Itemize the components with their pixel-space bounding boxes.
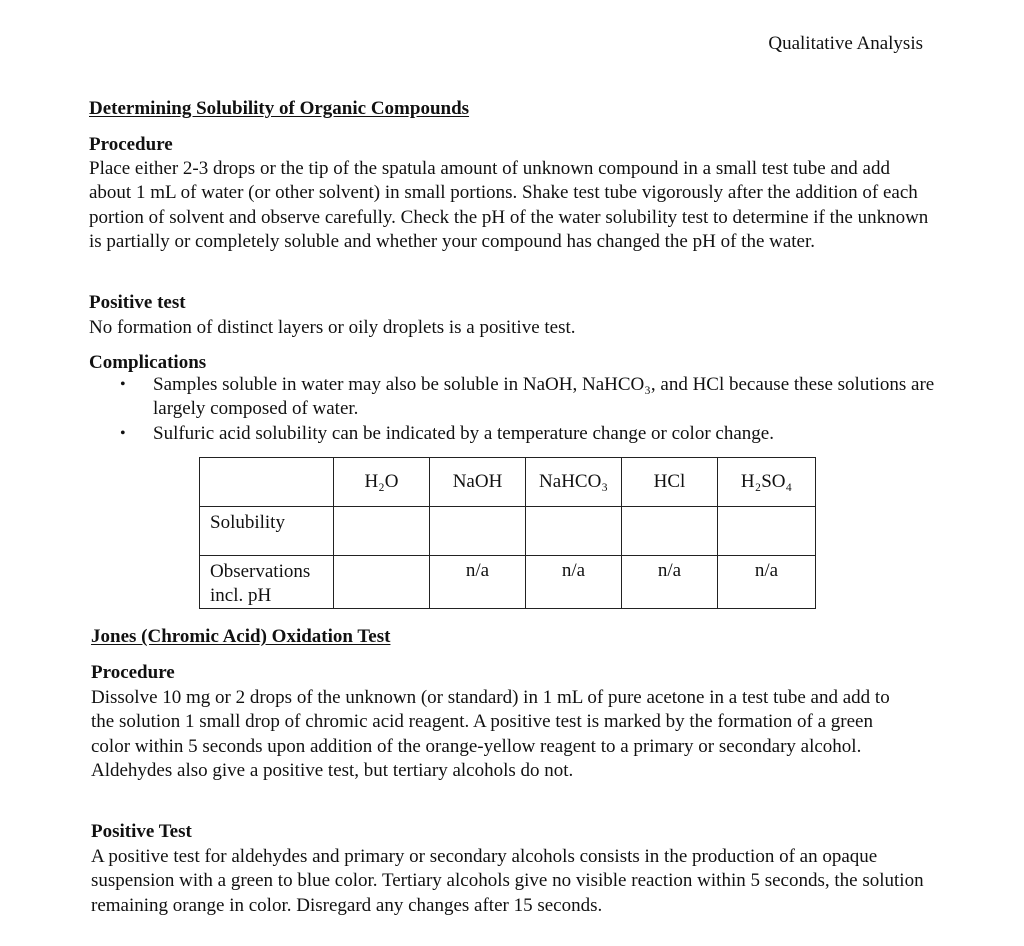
complications-list bbox=[120, 373, 940, 446]
table-cell: n/a bbox=[526, 556, 622, 609]
table-cell bbox=[430, 507, 526, 556]
jones-positive-heading: Positive Test bbox=[91, 821, 192, 842]
jones-procedure-text: Dissolve 10 mg or 2 drops of the unknown (or standard) in 1 mL of pure acetone in a test tube and add to the solution 1 small drop of chromic acid reagent. A positive test is marked by the formation of a green color within 5 seconds upon addition of the orange-yellow reagent to a primary or secondary alcohol. Aldehydes also give a positive test, but tertiary alcohols do not. bbox=[91, 687, 890, 782]
solubility-table bbox=[199, 457, 816, 609]
table-row bbox=[200, 556, 816, 609]
table-cell bbox=[718, 507, 816, 556]
table-cell bbox=[622, 507, 718, 556]
jones-procedure-heading: Procedure bbox=[91, 662, 175, 683]
table-cell: n/a bbox=[430, 556, 526, 609]
positive-test-text: No formation of distinct layers or oily droplets is a positive test. bbox=[89, 317, 576, 338]
positive-test-heading: Positive test bbox=[89, 292, 186, 313]
procedure-heading: Procedure bbox=[89, 134, 173, 155]
table-header-cell: HCl bbox=[622, 458, 718, 507]
complication-item: • Samples soluble in water may also be soluble in NaOH, NaHCO₃, and HCl because these solutions are largely composed of water. bbox=[120, 373, 940, 422]
section-title-jones: Jones (Chromic Acid) Oxidation Test bbox=[91, 626, 391, 647]
complication-item: • Sulfuric acid solubility can be indicated by a temperature change or color change. bbox=[120, 422, 940, 446]
table-header-cell: H₂SO₄ bbox=[718, 458, 816, 507]
procedure-text: Place either 2-3 drops or the tip of the spatula amount of unknown compound in a small test tube and add about 1 mL of water (or other solvent) in small portions. Shake test tube vigorously after the addition of each portion of solvent and observe carefully. Check the pH of the water solubility test to determine if the unknown is partially or completely soluble and whether your compound has changed the pH of the water. bbox=[89, 158, 929, 253]
row-label: Solubility bbox=[200, 507, 334, 556]
table-header-cell bbox=[200, 458, 334, 507]
table-header-row bbox=[200, 458, 816, 507]
table-row bbox=[200, 507, 816, 556]
table-cell bbox=[334, 556, 430, 609]
table-header-cell: NaHCO₃ bbox=[526, 458, 622, 507]
complications-heading: Complications bbox=[89, 352, 207, 373]
table-cell: n/a bbox=[718, 556, 816, 609]
section-title-solubility: Determining Solubility of Organic Compounds bbox=[89, 98, 470, 119]
table-cell: n/a bbox=[622, 556, 718, 609]
running-header: Qualitative Analysis bbox=[768, 33, 923, 54]
table-cell bbox=[526, 507, 622, 556]
table-header-cell: NaOH bbox=[430, 458, 526, 507]
table-cell bbox=[334, 507, 430, 556]
table-header-cell: H₂O bbox=[334, 458, 430, 507]
jones-positive-text: A positive test for aldehydes and primary or secondary alcohols consists in the production of an opaque suspension with a green to blue color. Tertiary alcohols give no visible reaction within 5 seconds, the solution remaining orange in color. Disregard any changes after 15 seconds. bbox=[91, 846, 924, 916]
row-label: Observations incl. pH bbox=[200, 556, 334, 609]
